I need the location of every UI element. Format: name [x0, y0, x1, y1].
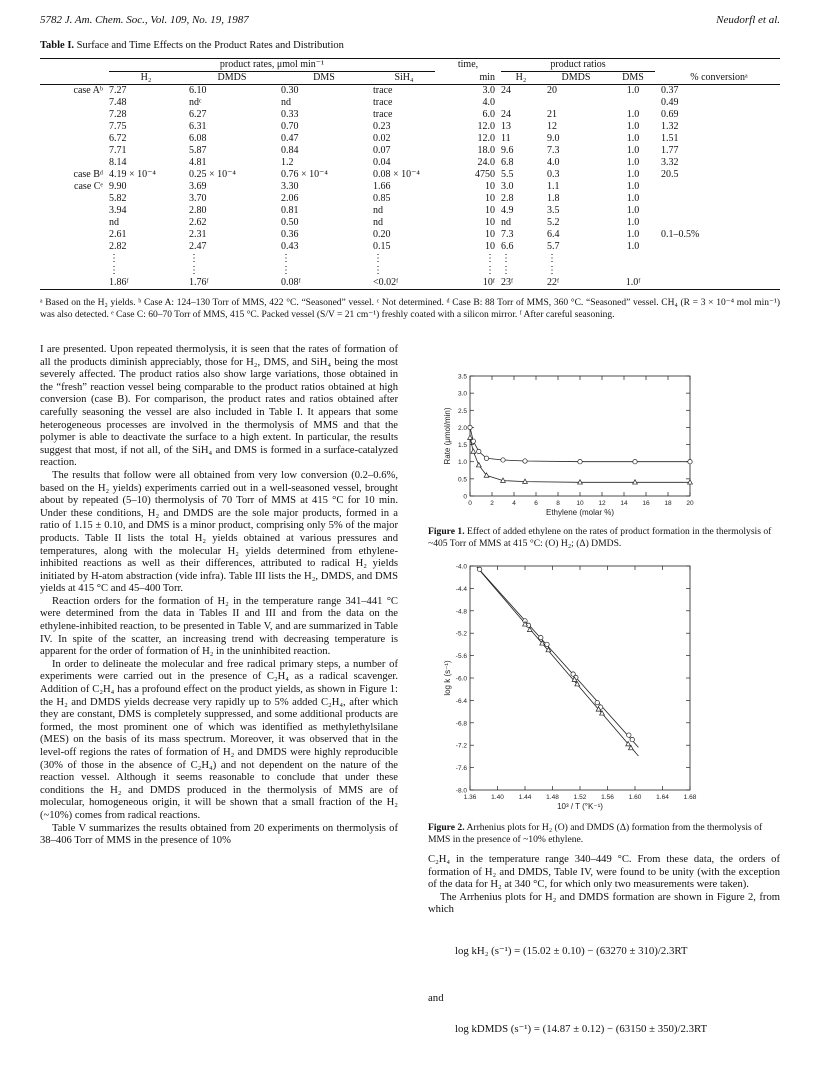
row-label: case Cᵉ: [74, 181, 103, 192]
figure-1-chart: [440, 368, 700, 528]
x-tick-label: 1.44: [518, 794, 532, 801]
column-header: min: [438, 72, 498, 85]
paragraph: The Arrhenius plots for H₂ and DMDS formation are shown in Figure 2, from which: [428, 891, 780, 916]
table-cell: 1.1: [547, 181, 560, 192]
row-label: [40, 145, 106, 157]
x-tick-label: 8: [556, 500, 560, 507]
table-cell: 7.3: [547, 145, 560, 156]
table-cell: 18.0: [477, 145, 495, 156]
table-cell: 0.08ᶠ: [278, 277, 370, 290]
table-cell: 3.0: [501, 181, 514, 192]
row-label: [40, 133, 106, 145]
table-cell: 9.6: [501, 145, 514, 156]
column-header: DMDS: [544, 72, 608, 85]
y-axis-label: Rate (μmol/min): [443, 407, 452, 465]
table-cell: 6.31: [189, 121, 207, 132]
plot-frame: [470, 566, 690, 790]
table-cell: ⋮: [109, 253, 119, 264]
x-tick-label: 1.52: [573, 794, 587, 801]
paragraph: Reaction orders for the formation of H₂ in the temperature range 341–441 °C were determined from the data in Tables II and III and from the data on the ethylene-inhibited reaction, to be presented in Table V, and are summarized in Table IV. In spite of the scatter, an increasing trend with decreasing temperature is apparent for the order of formation of H₂ in the uninhibited reaction.: [40, 595, 398, 658]
table-cell: 5.87: [189, 145, 207, 156]
table-cell: 9.0: [547, 133, 560, 144]
running-header-authors: Neudorfl et al.: [716, 14, 780, 26]
table-cell: 1.0: [626, 85, 640, 96]
table-cell: <0.02ᶠ: [370, 277, 438, 290]
data-point-circle: [545, 642, 549, 646]
data-point-circle: [484, 456, 488, 460]
header-product-ratios: product ratios: [501, 59, 655, 72]
table-cell: 5.82: [109, 193, 127, 204]
table-cell: 12.0: [477, 121, 495, 132]
y-tick-label: 1.0: [457, 459, 467, 467]
figure-2-caption-text: Arrhenius plots for H₂ (O) and DMDS (Δ) formation from the thermolysis of MMS in the presence of ~10% ethylene.: [428, 822, 763, 845]
table-row: [40, 253, 780, 265]
table-cell: 6.0: [482, 109, 495, 120]
table-cell: 6.4: [547, 229, 560, 240]
x-tick-label: 1.56: [601, 794, 614, 801]
figure-2-chart: [440, 558, 700, 822]
table-cell: 9.90: [109, 181, 127, 192]
data-point-circle: [477, 449, 481, 453]
table-cell: 1.86ᶠ: [106, 277, 186, 290]
y-tick-label: -4.8: [455, 608, 467, 616]
table-cell: 12: [547, 121, 557, 132]
table-cell: [608, 265, 658, 277]
table-cell: 3.69: [189, 181, 207, 192]
x-tick-label: 1.60: [628, 794, 642, 801]
table-cell: [658, 265, 780, 277]
table-cell: ⋮: [373, 265, 383, 276]
row-label: [40, 193, 106, 205]
table-cell: 3.30: [281, 181, 299, 192]
table-cell: 3.94: [109, 205, 127, 216]
table-cell: 13: [501, 121, 511, 132]
x-tick-label: 4: [512, 500, 516, 507]
table-cell: 0.81: [281, 205, 299, 216]
table-cell: 6.6: [501, 241, 514, 252]
table-title-text: Surface and Time Effects on the Product Rates and Distribution: [76, 40, 344, 51]
y-tick-label: 3.5: [457, 373, 467, 381]
table-row: [40, 169, 780, 181]
y-tick-label: 0.5: [457, 476, 467, 484]
table-cell: nd: [373, 205, 383, 216]
regression-line: [477, 567, 639, 756]
y-tick-label: -5.6: [455, 653, 467, 661]
table-cell: nd: [501, 217, 511, 228]
y-tick-label: 2.0: [457, 424, 467, 432]
y-tick-label: 3.0: [457, 390, 467, 398]
data-point-circle: [578, 460, 582, 464]
table-cell: 6.72: [109, 133, 127, 144]
table-cell: trace: [373, 109, 393, 120]
table-row: [40, 193, 780, 205]
table-cell: trace: [373, 97, 393, 108]
table-cell: 7.48: [109, 97, 127, 108]
x-tick-label: 18: [664, 500, 672, 507]
x-tick-label: 20: [686, 500, 694, 507]
table-cell: 0.3: [547, 169, 560, 180]
row-label: [40, 157, 106, 169]
equation-dmds: log kDMDS (s⁻¹) = (14.87 ± 0.12) − (63150 ± 350)/2.3RT: [455, 1023, 708, 1035]
table-cell: 23ᶠ: [498, 277, 544, 290]
table-cell: nd: [109, 217, 119, 228]
table-cell: ⋮: [547, 253, 557, 264]
x-axis-label: 10³ / T (°K⁻¹): [557, 802, 603, 811]
table-cell: 1.0: [626, 193, 640, 204]
table-cell: 5.5: [501, 169, 514, 180]
table-cell: 1.0ᶠ: [608, 277, 658, 290]
table-cell: ⋮: [109, 265, 119, 276]
y-axis-label: log k (s⁻¹): [443, 660, 452, 696]
x-tick-label: 1.36: [463, 794, 477, 801]
figure-1-label: Figure 1.: [428, 526, 465, 537]
table-cell: 2.82: [109, 241, 127, 252]
table-cell: 5.2: [547, 217, 560, 228]
table-cell: nd: [281, 97, 291, 108]
x-tick-label: 0: [468, 500, 472, 507]
row-label: [40, 109, 106, 121]
table-cell: nd: [373, 217, 383, 228]
data-point-circle: [539, 635, 543, 639]
x-tick-label: 6: [534, 500, 538, 507]
y-tick-label: 2.5: [457, 407, 467, 415]
table-cell: 1.0: [626, 121, 640, 132]
table-cell: 1.32: [661, 121, 679, 132]
right-text-column: [428, 854, 780, 917]
table-cell: 10: [485, 241, 495, 252]
table-cell: 10: [485, 217, 495, 228]
table-cell: 6.08: [189, 133, 207, 144]
table-cell: 4.9: [501, 205, 514, 216]
column-header: % conversionᵃ: [658, 72, 780, 85]
y-tick-label: -6.0: [455, 675, 467, 683]
table-row: [40, 205, 780, 217]
table-cell: 1.0: [626, 205, 640, 216]
table-cell: 20: [547, 85, 557, 96]
row-label: [40, 121, 106, 133]
table-cell: [658, 277, 780, 290]
column-header: DMS: [278, 72, 370, 85]
data-point-circle: [477, 567, 481, 571]
row-label: [40, 217, 106, 229]
table-row: [40, 265, 780, 277]
equation-connector: and: [428, 992, 444, 1004]
table-cell: 24: [501, 85, 511, 96]
table-cell: 4.0: [547, 157, 560, 168]
table-cell: 0.76 × 10⁻⁴: [281, 169, 328, 180]
table-cell: 3.70: [189, 193, 207, 204]
table-cell: 1.0: [626, 109, 640, 120]
row-label: [40, 241, 106, 253]
table-cell: [658, 253, 780, 265]
y-tick-label: 1.5: [457, 442, 467, 450]
data-point-triangle: [633, 480, 638, 484]
table-cell: 2.61: [109, 229, 127, 240]
row-label: [40, 97, 106, 109]
table-cell: 7.28: [109, 109, 127, 120]
table-row: [40, 217, 780, 229]
table-row: [40, 181, 780, 193]
table-cell: 10: [485, 229, 495, 240]
table-cell: 7.27: [109, 85, 127, 96]
table-row: [40, 109, 780, 121]
y-tick-label: -4.0: [455, 563, 467, 571]
paragraph: In order to delineate the molecular and free radical primary steps, a number of experiments were carried out in the presence of C₂H₄ as a radical scavenger. Addition of C₂H₄ has a profound effect on the product yields, as shown in Figure 1: the H₂ and DMDS yields decrease very rapidly up to 5% added C₂H₄, after which they are constant, DMS is completely suppressed, and some additional products are formed, the most prominent one of which was identified as methylethylsilane (MES) on the basis of its mass spectrum. Moreover, it was observed that in the level-off regions the rates of formation of H₂ and DMDS were highly reproducible (30% of those in the absence of C₂H₄) and not dependent on the nature of the reaction vessel. Although it seems reasonable to conclude that under these conditions the H₂ and DMDS produced in the thermolysis of MMS are of molecular, homogeneous origin, it will be shown that a small fraction of the H₂ (~10%) comes from radical reactions.: [40, 658, 398, 821]
data-point-circle: [523, 459, 527, 463]
table-cell: 22ᶠ: [544, 277, 608, 290]
table-cell: 0.02: [373, 133, 391, 144]
table-cell: ⋮: [485, 265, 495, 276]
figure-1-caption-text: Effect of added ethylene on the rates of product formation in the thermolysis of ~405 Torr of MMS at 415 °C: (O) H₂; (Δ) DMDS.: [428, 526, 772, 549]
table-row: [40, 277, 780, 290]
table-cell: 0.33: [281, 109, 299, 120]
table-cell: 2.8: [501, 193, 514, 204]
table-cell: 0.37: [661, 85, 679, 96]
table-cell: ndᶜ: [189, 97, 202, 108]
table-cell: 1.0: [626, 133, 640, 144]
table-cell: ⋮: [501, 265, 511, 276]
table-cell: ⋮: [547, 265, 557, 276]
product-rates-table: [40, 58, 780, 290]
table-cell: [658, 241, 780, 253]
figure-2-label: Figure 2.: [428, 822, 465, 833]
table-cell: 1.66: [373, 181, 391, 192]
x-axis-label: Ethylene (molar %): [545, 508, 615, 517]
table-cell: 20.5: [661, 169, 679, 180]
table-cell: trace: [373, 85, 393, 96]
table-row: [40, 85, 780, 98]
row-label: case Aᵇ: [73, 85, 103, 96]
figure-1-caption: [428, 526, 780, 549]
data-point-triangle: [476, 463, 481, 467]
column-header: H₂: [498, 72, 544, 85]
table-cell: 6.8: [501, 157, 514, 168]
table-cell: 2.31: [189, 229, 207, 240]
data-point-circle: [501, 458, 505, 462]
table-cell: [608, 97, 658, 109]
figure-2-caption: [428, 822, 780, 845]
x-tick-label: 10: [576, 500, 584, 507]
table-cell: 2.06: [281, 193, 299, 204]
column-header: DMDS: [186, 72, 278, 85]
x-tick-label: 1.68: [683, 794, 697, 801]
table-cell: 0.85: [373, 193, 391, 204]
table-cell: 1.51: [661, 133, 679, 144]
paragraph: Table V summarizes the results obtained from 20 experiments on thermolysis of 38–406 Torr of MMS in the presence of 10%: [40, 822, 398, 847]
table-footnotes: ᵃ Based on the H₂ yields. ᵇ Case A: 124–130 Torr of MMS, 422 °C. “Seasoned” vessel. ᶜ Not determined. ᵈ Case B: 88 Torr of MMS, 360 °C. “Seasoned” vessel. CH₄ (R = 3 × 10⁻⁴ mol min⁻¹) was also detected. ᵉ Case C: 60–70 Torr of MMS, 415 °C. Packed vessel (S/V = 21 cm⁻¹) freshly coated with a silicon mirror. ᶠ After careful seasoning.: [40, 298, 780, 320]
table-cell: 4.81: [189, 157, 207, 168]
table-cell: 2.80: [189, 205, 207, 216]
table-cell: [544, 97, 608, 109]
table-cell: ⋮: [373, 253, 383, 264]
table-title: [40, 40, 344, 51]
table-cell: 0.04: [373, 157, 391, 168]
table-cell: 0.1–0.5%: [661, 229, 700, 240]
table-cell: 0.08 × 10⁻⁴: [373, 169, 420, 180]
table-cell: 11: [501, 133, 511, 144]
table-row: [40, 133, 780, 145]
y-tick-label: 0: [463, 493, 467, 501]
table-row: [40, 121, 780, 133]
y-tick-label: -5.2: [455, 630, 467, 638]
x-tick-label: 14: [620, 500, 628, 507]
table-cell: 0.50: [281, 217, 299, 228]
y-tick-label: -7.2: [455, 742, 467, 750]
data-point-circle: [468, 425, 472, 429]
y-tick-label: -4.4: [455, 585, 467, 593]
table-cell: 1.0: [626, 217, 640, 228]
table-cell: ⋮: [485, 253, 495, 264]
x-tick-label: 1.48: [546, 794, 559, 801]
x-tick-label: 12: [598, 500, 606, 507]
table-cell: 3.0: [482, 85, 495, 96]
table-cell: 1.0: [626, 145, 640, 156]
table-cell: ⋮: [281, 253, 291, 264]
table-cell: 7.75: [109, 121, 127, 132]
table-cell: [658, 193, 780, 205]
table-cell: 3.5: [547, 205, 560, 216]
table-cell: 1.0: [626, 181, 640, 192]
equation-h2: log kH₂ (s⁻¹) = (15.02 ± 0.10) − (63270 ± 310)/2.3RT: [455, 945, 688, 957]
header-time: time,: [438, 59, 498, 73]
table-cell: 1.0: [626, 229, 640, 240]
table-cell: 10: [485, 193, 495, 204]
column-header: H₂: [106, 72, 186, 85]
y-tick-label: -6.8: [455, 720, 467, 728]
paragraph: The results that follow were all obtained from very low conversion (0.2–0.6%, based on the H₂ yields) experiments carried out in a well-seasoned vessel, brought about by repeated (5–10) thermolysis of 70 Torr of MMS at 415 °C for 10 min. Under these conditions, H₂ and DMDS are the sole major products, formed in a ratio of 1.15 ± 0.10, and DMS is a minor product, comprising only 5% of the major products. Table II lists the total H₂ yields obtained at various pressures and temperatures, along with the molecular H₂ yields determined from ethylene-inhibited reactions as well as their differences, attributed to radical H₂ yields initiated by H-atom abstraction (vide infra). Table III lists the H₂, DMDS, and DMS yields at 415 °C and 45–400 Torr.: [40, 469, 398, 595]
table-cell: 1.8: [547, 193, 560, 204]
table-cell: 1.0: [626, 241, 640, 252]
table-cell: 1.0: [626, 169, 640, 180]
table-cell: 10: [485, 181, 495, 192]
table-cell: ⋮: [189, 265, 199, 276]
table-row: [40, 145, 780, 157]
table-cell: 1.2: [281, 157, 294, 168]
table-row: [40, 157, 780, 169]
left-text-column: [40, 344, 398, 848]
row-label: [40, 253, 106, 265]
data-point-circle: [627, 733, 631, 737]
table-cell: 10: [485, 205, 495, 216]
table-row: [40, 229, 780, 241]
running-header-journal: 5782 J. Am. Chem. Soc., Vol. 109, No. 19, 1987: [40, 14, 249, 26]
header-product-rates: product rates, μmol min⁻¹: [109, 59, 435, 72]
table-cell: 1.76ᶠ: [186, 277, 278, 290]
table-label: Table I.: [40, 40, 75, 51]
table-cell: 1.77: [661, 145, 679, 156]
data-point-triangle: [688, 480, 693, 484]
x-tick-label: 1.64: [656, 794, 669, 801]
table-cell: 1.0: [626, 157, 640, 168]
table-cell: ⋮: [189, 253, 199, 264]
row-label: [40, 265, 106, 277]
table-cell: ⋮: [501, 253, 511, 264]
paragraph: C₂H₄ in the temperature range 340–449 °C. From these data, the orders of formation of H₂ and DMDS, Table IV, were found to be unity (with the exception of the data for H₂ at 340 °C, for which only two measurements were taken).: [428, 854, 780, 891]
x-tick-label: 16: [642, 500, 650, 507]
table-cell: 0.15: [373, 241, 391, 252]
table-cell: 2.62: [189, 217, 207, 228]
table-cell: 12.0: [477, 133, 495, 144]
table-cell: 8.14: [109, 157, 127, 168]
table-cell: 7.71: [109, 145, 127, 156]
row-label: [40, 277, 106, 290]
table-cell: 0.23: [373, 121, 391, 132]
table-cell: 2.47: [189, 241, 207, 252]
table-cell: 10ᶠ: [438, 277, 498, 290]
table-cell: 0.70: [281, 121, 299, 132]
table-cell: ⋮: [281, 265, 291, 276]
x-tick-label: 1.40: [491, 794, 504, 801]
table-cell: 24: [501, 109, 511, 120]
y-tick-label: -6.4: [455, 697, 467, 705]
table-row: [40, 97, 780, 109]
table-cell: 4750: [475, 169, 495, 180]
table-cell: 3.32: [661, 157, 679, 168]
data-point-circle: [688, 460, 692, 464]
table-cell: 0.36: [281, 229, 299, 240]
table-cell: [608, 253, 658, 265]
table-cell: 0.69: [661, 109, 679, 120]
column-header: SiH₄: [370, 72, 438, 85]
data-point-circle: [630, 737, 634, 741]
table-cell: [658, 181, 780, 193]
table-cell: 0.84: [281, 145, 299, 156]
data-point-circle: [633, 460, 637, 464]
data-point-circle: [595, 700, 599, 704]
x-tick-label: 2: [490, 500, 494, 507]
table-cell: 21: [547, 109, 557, 120]
paragraph: I are presented. Upon repeated thermolysis, it is seen that the rates of formation of all the products diminish appreciably, those for H₂, DMS, and SiH₄ being the most severely affected. The product ratios also show large variations, those obtained in the “fresh” reaction vessel being comparable to the product ratios obtained at high conversion (case B). For comparison, the product rates and ratios obtained after carefully seasoning the vessel are also included in Table I. It appears that some heterogeneous processes are involved in the thermolysis of MMS and that the polymer is able to deactivate the surface to a high extent. In particular, the results suggest that most, if not all, of the SiH₄ and DMS is formed in a surface-catalyzed reaction.: [40, 344, 398, 469]
table-cell: [658, 217, 780, 229]
table-cell: 4.0: [482, 97, 495, 108]
table-cell: 6.27: [189, 109, 207, 120]
row-label: [40, 205, 106, 217]
table-cell: 0.43: [281, 241, 299, 252]
table-cell: 5.7: [547, 241, 560, 252]
series-curve: [470, 427, 690, 461]
table-cell: 6.10: [189, 85, 207, 96]
table-row: [40, 241, 780, 253]
table-cell: 7.3: [501, 229, 514, 240]
y-tick-label: -7.6: [455, 765, 467, 773]
y-tick-label: -8.0: [455, 787, 467, 795]
table-cell: 0.49: [661, 97, 679, 108]
table-cell: [658, 205, 780, 217]
table-cell: 24.0: [477, 157, 495, 168]
table-cell: 0.47: [281, 133, 299, 144]
table-cell: 0.25 × 10⁻⁴: [189, 169, 236, 180]
regression-line: [477, 567, 639, 747]
data-point-triangle: [471, 449, 476, 453]
table-cell: 0.20: [373, 229, 391, 240]
table-cell: 4.19 × 10⁻⁴: [109, 169, 156, 180]
table-cell: 0.30: [281, 85, 299, 96]
column-header: DMS: [608, 72, 658, 85]
row-label: [40, 229, 106, 241]
table-cell: [498, 97, 544, 109]
row-label: case Bᵈ: [73, 169, 103, 180]
table-cell: 0.07: [373, 145, 391, 156]
